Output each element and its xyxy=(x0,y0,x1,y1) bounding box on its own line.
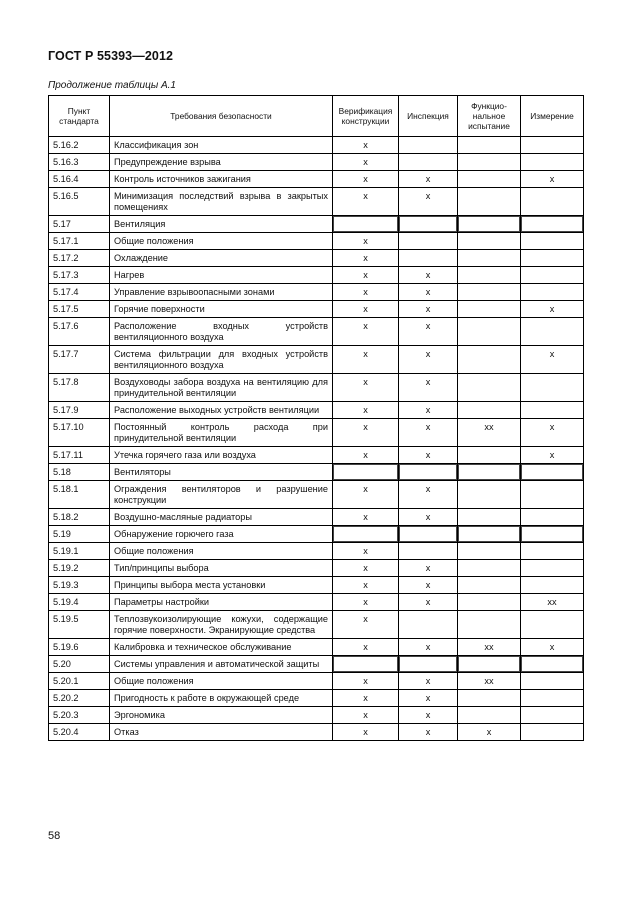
inspection-cell xyxy=(399,233,458,250)
measurement-cell xyxy=(521,402,584,419)
clause-cell: 5.17.7 xyxy=(49,346,110,374)
inspection-cell: x xyxy=(399,284,458,301)
verification-cell: x xyxy=(333,402,399,419)
inspection-cell xyxy=(399,216,458,233)
clause-cell: 5.17.1 xyxy=(49,233,110,250)
table-row xyxy=(49,267,584,284)
requirement-cell: Расположение выходных устройств вентиляции xyxy=(110,402,333,419)
verification-cell: x xyxy=(333,724,399,741)
header-inspection: Инспекция xyxy=(399,96,458,137)
clause-cell: 5.16.4 xyxy=(49,171,110,188)
requirement-cell: Общие положения xyxy=(110,673,333,690)
requirement-cell: Калибровка и техническое обслуживание xyxy=(110,639,333,656)
clause-cell: 5.17.5 xyxy=(49,301,110,318)
measurement-cell xyxy=(521,724,584,741)
table-row xyxy=(49,707,584,724)
verification-cell: x xyxy=(333,707,399,724)
requirement-cell: Общие положения xyxy=(110,233,333,250)
measurement-cell xyxy=(521,154,584,171)
requirement-cell: Тип/принципы выбора xyxy=(110,560,333,577)
functional-test-cell xyxy=(458,301,521,318)
clause-cell: 5.19 xyxy=(49,526,110,543)
inspection-cell: x xyxy=(399,594,458,611)
measurement-cell xyxy=(521,577,584,594)
verification-cell: x xyxy=(333,154,399,171)
table-row xyxy=(49,724,584,741)
header-design-verification: Верификация конструкции xyxy=(333,96,399,137)
inspection-cell xyxy=(399,154,458,171)
verification-cell: x xyxy=(333,673,399,690)
document-title: ГОСТ Р 55393—2012 xyxy=(48,49,174,63)
measurement-cell xyxy=(521,611,584,639)
requirement-cell: Вентиляция xyxy=(110,216,333,233)
clause-cell: 5.17.2 xyxy=(49,250,110,267)
measurement-cell xyxy=(521,707,584,724)
functional-test-cell: xx xyxy=(458,419,521,447)
requirement-cell: Классификация зон xyxy=(110,137,333,154)
requirement-cell: Системы управления и автоматической защиты xyxy=(110,656,333,673)
clause-cell: 5.19.1 xyxy=(49,543,110,560)
functional-test-cell xyxy=(458,346,521,374)
table-row xyxy=(49,318,584,346)
clause-cell: 5.19.3 xyxy=(49,577,110,594)
clause-cell: 5.20.2 xyxy=(49,690,110,707)
requirement-cell: Принципы выбора места установки xyxy=(110,577,333,594)
clause-cell: 5.16.2 xyxy=(49,137,110,154)
clause-cell: 5.20.1 xyxy=(49,673,110,690)
measurement-cell: x xyxy=(521,171,584,188)
inspection-cell: x xyxy=(399,509,458,526)
inspection-cell: x xyxy=(399,301,458,318)
functional-test-cell xyxy=(458,233,521,250)
measurement-cell xyxy=(521,560,584,577)
verification-cell: x xyxy=(333,250,399,267)
inspection-cell: x xyxy=(399,402,458,419)
table-row xyxy=(49,284,584,301)
measurement-cell xyxy=(521,690,584,707)
measurement-cell xyxy=(521,233,584,250)
functional-test-cell xyxy=(458,250,521,267)
measurement-cell: x xyxy=(521,301,584,318)
table-header-row xyxy=(49,96,584,137)
requirement-cell: Теплозвукоизолирующие кожухи, содержащие горячие поверхности. Экранирующие средства xyxy=(110,611,333,639)
functional-test-cell: xx xyxy=(458,673,521,690)
table-row xyxy=(49,560,584,577)
functional-test-cell xyxy=(458,656,521,673)
functional-test-cell xyxy=(458,481,521,509)
measurement-cell: x xyxy=(521,346,584,374)
table-row xyxy=(49,301,584,318)
functional-test-cell xyxy=(458,216,521,233)
functional-test-cell xyxy=(458,464,521,481)
inspection-cell xyxy=(399,526,458,543)
verification-cell: x xyxy=(333,560,399,577)
table-row xyxy=(49,509,584,526)
requirement-cell: Горячие поверхности xyxy=(110,301,333,318)
functional-test-cell xyxy=(458,611,521,639)
measurement-cell xyxy=(521,216,584,233)
table-row xyxy=(49,690,584,707)
table-row xyxy=(49,137,584,154)
verification-cell xyxy=(333,464,399,481)
verification-cell: x xyxy=(333,577,399,594)
table-row xyxy=(49,419,584,447)
requirement-cell: Утечка горячего газа или воздуха xyxy=(110,447,333,464)
measurement-cell xyxy=(521,318,584,346)
clause-cell: 5.18 xyxy=(49,464,110,481)
clause-cell: 5.17.8 xyxy=(49,374,110,402)
clause-cell: 5.19.2 xyxy=(49,560,110,577)
table-row xyxy=(49,577,584,594)
verification-cell xyxy=(333,216,399,233)
requirement-cell: Параметры настройки xyxy=(110,594,333,611)
header-clause: Пункт стандарта xyxy=(49,96,110,137)
section-row xyxy=(49,216,584,233)
header-functional-test: Функцио-нальное испытание xyxy=(458,96,521,137)
table-row xyxy=(49,402,584,419)
verification-cell: x xyxy=(333,233,399,250)
verification-cell xyxy=(333,656,399,673)
table-row xyxy=(49,611,584,639)
clause-cell: 5.19.4 xyxy=(49,594,110,611)
section-row xyxy=(49,464,584,481)
table-row xyxy=(49,346,584,374)
measurement-cell xyxy=(521,137,584,154)
clause-cell: 5.17.6 xyxy=(49,318,110,346)
table-row xyxy=(49,673,584,690)
requirement-cell: Вентиляторы xyxy=(110,464,333,481)
clause-cell: 5.16.5 xyxy=(49,188,110,216)
measurement-cell xyxy=(521,267,584,284)
inspection-cell: x xyxy=(399,639,458,656)
functional-test-cell xyxy=(458,267,521,284)
clause-cell: 5.20 xyxy=(49,656,110,673)
inspection-cell xyxy=(399,543,458,560)
inspection-cell: x xyxy=(399,171,458,188)
measurement-cell xyxy=(521,509,584,526)
requirement-cell: Управление взрывоопасными зонами xyxy=(110,284,333,301)
verification-cell: x xyxy=(333,594,399,611)
inspection-cell: x xyxy=(399,560,458,577)
functional-test-cell xyxy=(458,560,521,577)
measurement-cell: x xyxy=(521,419,584,447)
verification-cell: x xyxy=(333,267,399,284)
measurement-cell xyxy=(521,656,584,673)
functional-test-cell xyxy=(458,284,521,301)
clause-cell: 5.19.6 xyxy=(49,639,110,656)
measurement-cell: x xyxy=(521,447,584,464)
clause-cell: 5.17 xyxy=(49,216,110,233)
inspection-cell: x xyxy=(399,188,458,216)
section-row xyxy=(49,656,584,673)
verification-cell: x xyxy=(333,543,399,560)
header-measurement: Измерение xyxy=(521,96,584,137)
requirements-table xyxy=(48,95,584,741)
measurement-cell xyxy=(521,250,584,267)
functional-test-cell xyxy=(458,154,521,171)
functional-test-cell xyxy=(458,690,521,707)
measurement-cell xyxy=(521,481,584,509)
section-row xyxy=(49,526,584,543)
requirement-cell: Система фильтрации для входных устройств вентиляционного воздуха xyxy=(110,346,333,374)
requirement-cell: Общие положения xyxy=(110,543,333,560)
functional-test-cell xyxy=(458,577,521,594)
functional-test-cell xyxy=(458,594,521,611)
clause-cell: 5.18.1 xyxy=(49,481,110,509)
inspection-cell xyxy=(399,250,458,267)
verification-cell: x xyxy=(333,481,399,509)
measurement-cell xyxy=(521,374,584,402)
table-row xyxy=(49,171,584,188)
table-row xyxy=(49,447,584,464)
verification-cell: x xyxy=(333,188,399,216)
header-requirement: Требования безопасности xyxy=(110,96,333,137)
functional-test-cell xyxy=(458,171,521,188)
verification-cell: x xyxy=(333,171,399,188)
requirement-cell: Отказ xyxy=(110,724,333,741)
verification-cell: x xyxy=(333,419,399,447)
table-caption: Продолжение таблицы А.1 xyxy=(48,80,176,91)
verification-cell: x xyxy=(333,137,399,154)
inspection-cell: x xyxy=(399,447,458,464)
clause-cell: 5.17.4 xyxy=(49,284,110,301)
verification-cell xyxy=(333,526,399,543)
inspection-cell xyxy=(399,611,458,639)
inspection-cell: x xyxy=(399,577,458,594)
verification-cell: x xyxy=(333,374,399,402)
inspection-cell: x xyxy=(399,673,458,690)
inspection-cell: x xyxy=(399,374,458,402)
functional-test-cell xyxy=(458,509,521,526)
table-row xyxy=(49,374,584,402)
requirement-cell: Контроль источников зажигания xyxy=(110,171,333,188)
measurement-cell xyxy=(521,543,584,560)
inspection-cell: x xyxy=(399,707,458,724)
table-row xyxy=(49,543,584,560)
inspection-cell xyxy=(399,656,458,673)
requirement-cell: Пригодность к работе в окружающей среде xyxy=(110,690,333,707)
table-row xyxy=(49,188,584,216)
clause-cell: 5.18.2 xyxy=(49,509,110,526)
requirement-cell: Охлаждение xyxy=(110,250,333,267)
requirement-cell: Нагрев xyxy=(110,267,333,284)
inspection-cell: x xyxy=(399,267,458,284)
page-number: 58 xyxy=(48,830,61,842)
functional-test-cell xyxy=(458,188,521,216)
inspection-cell: x xyxy=(399,690,458,707)
functional-test-cell xyxy=(458,447,521,464)
requirement-cell: Эргономика xyxy=(110,707,333,724)
verification-cell: x xyxy=(333,447,399,464)
functional-test-cell xyxy=(458,318,521,346)
measurement-cell xyxy=(521,188,584,216)
clause-cell: 5.17.3 xyxy=(49,267,110,284)
inspection-cell: x xyxy=(399,419,458,447)
functional-test-cell xyxy=(458,402,521,419)
measurement-cell xyxy=(521,284,584,301)
table-row xyxy=(49,639,584,656)
verification-cell: x xyxy=(333,284,399,301)
inspection-cell: x xyxy=(399,481,458,509)
inspection-cell: x xyxy=(399,724,458,741)
clause-cell: 5.20.3 xyxy=(49,707,110,724)
table-row xyxy=(49,154,584,171)
functional-test-cell xyxy=(458,543,521,560)
verification-cell: x xyxy=(333,318,399,346)
clause-cell: 5.20.4 xyxy=(49,724,110,741)
table-row xyxy=(49,594,584,611)
measurement-cell xyxy=(521,673,584,690)
functional-test-cell: xx xyxy=(458,639,521,656)
table-row xyxy=(49,481,584,509)
clause-cell: 5.19.5 xyxy=(49,611,110,639)
measurement-cell xyxy=(521,526,584,543)
requirement-cell: Воздуховоды забора воздуха на вентиляцию для принудительной вентиляции xyxy=(110,374,333,402)
functional-test-cell xyxy=(458,374,521,402)
measurement-cell: xx xyxy=(521,594,584,611)
requirement-cell: Расположение входных устройств вентиляционного воздуха xyxy=(110,318,333,346)
measurement-cell xyxy=(521,464,584,481)
clause-cell: 5.17.11 xyxy=(49,447,110,464)
table-row xyxy=(49,233,584,250)
inspection-cell xyxy=(399,464,458,481)
functional-test-cell: x xyxy=(458,724,521,741)
measurement-cell: x xyxy=(521,639,584,656)
requirement-cell: Постоянный контроль расхода при принудительной вентиляции xyxy=(110,419,333,447)
verification-cell: x xyxy=(333,509,399,526)
requirement-cell: Воздушно-масляные радиаторы xyxy=(110,509,333,526)
inspection-cell: x xyxy=(399,318,458,346)
clause-cell: 5.17.10 xyxy=(49,419,110,447)
clause-cell: 5.17.9 xyxy=(49,402,110,419)
requirement-cell: Минимизация последствий взрыва в закрытых помещениях xyxy=(110,188,333,216)
functional-test-cell xyxy=(458,707,521,724)
requirement-cell: Обнаружение горючего газа xyxy=(110,526,333,543)
verification-cell: x xyxy=(333,639,399,656)
table-row xyxy=(49,250,584,267)
inspection-cell xyxy=(399,137,458,154)
verification-cell: x xyxy=(333,690,399,707)
requirement-cell: Предупреждение взрыва xyxy=(110,154,333,171)
verification-cell: x xyxy=(333,346,399,374)
requirement-cell: Ограждения вентиляторов и разрушение конструкции xyxy=(110,481,333,509)
verification-cell: x xyxy=(333,301,399,318)
inspection-cell: x xyxy=(399,346,458,374)
functional-test-cell xyxy=(458,526,521,543)
verification-cell: x xyxy=(333,611,399,639)
functional-test-cell xyxy=(458,137,521,154)
clause-cell: 5.16.3 xyxy=(49,154,110,171)
